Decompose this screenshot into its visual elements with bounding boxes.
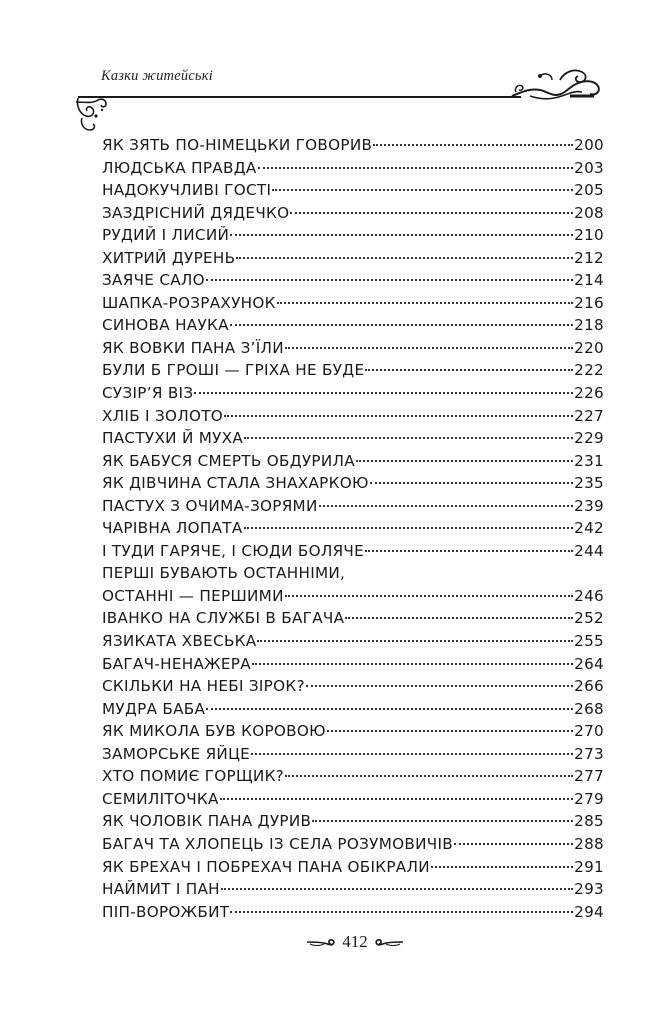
- toc-entry-page: 285: [574, 812, 604, 831]
- toc-entry[interactable]: [102, 427, 604, 450]
- toc-entry-title: ОСТАННІ — ПЕРШИМИ: [102, 586, 284, 605]
- toc-entry-title: ЯК БРЕХАЧ І ПОБРЕХАЧ ПАНА ОБІКРАЛИ: [102, 857, 430, 876]
- toc-entry-page: 218: [574, 316, 604, 335]
- toc-entry-title: РУДИЙ І ЛИСИЙ: [102, 226, 230, 245]
- toc-entry[interactable]: [102, 901, 604, 924]
- dot-leader: [365, 550, 573, 552]
- dot-leader: [370, 482, 573, 484]
- toc-entry[interactable]: [102, 202, 604, 225]
- toc-entry-page: 268: [574, 699, 604, 718]
- toc-entry[interactable]: [102, 517, 604, 540]
- toc-entry[interactable]: [102, 540, 604, 563]
- toc-entry[interactable]: [102, 788, 604, 811]
- toc-entry[interactable]: [102, 765, 604, 788]
- toc-entry[interactable]: [102, 472, 604, 495]
- toc-entry-page: 220: [574, 338, 604, 357]
- toc-entry-page: 200: [574, 136, 604, 154]
- dot-leader: [373, 144, 573, 146]
- toc-entry-page: 229: [574, 429, 604, 448]
- dot-leader: [252, 663, 573, 665]
- toc-entry[interactable]: [102, 382, 604, 405]
- toc-entry[interactable]: [102, 607, 604, 630]
- toc-entry-title: ПАСТУХИ Й МУХА: [102, 429, 244, 448]
- toc-entry[interactable]: [102, 157, 604, 180]
- toc-entry-title: БУЛИ Б ГРОШІ — ГРІХА НЕ БУДЕ: [102, 361, 365, 380]
- dot-leader: [221, 888, 573, 890]
- toc-entry[interactable]: [102, 269, 604, 292]
- toc-entry-title: СКІЛЬКИ НА НЕБІ ЗІРОК?: [102, 677, 305, 696]
- dot-leader: [345, 617, 573, 619]
- toc-entry-page: 239: [574, 496, 604, 515]
- toc-entry[interactable]: [102, 314, 604, 337]
- dot-leader: [272, 189, 573, 191]
- toc-entry-title: НАДОКУЧЛИВІ ГОСТІ: [102, 181, 272, 200]
- toc-entry-title: ЗАЯЧЕ САЛО: [102, 271, 205, 290]
- toc-entry-title: ХТО ПОМИЄ ГОРЩИК?: [102, 767, 285, 786]
- toc-entry-page: 270: [574, 722, 604, 741]
- toc-entry-page: 293: [574, 880, 604, 899]
- toc-entry[interactable]: [102, 833, 604, 856]
- toc-entry-title: ПІП-ВОРОЖБИТ: [102, 902, 230, 921]
- toc-entry[interactable]: [102, 675, 604, 698]
- toc-entry-title: СЕМИЛІТОЧКА: [102, 789, 219, 808]
- toc-entry-title: І ТУДИ ГАРЯЧЕ, І СЮДИ БОЛЯЧЕ: [102, 541, 365, 560]
- toc-entry-title: ХИТРИЙ ДУРЕНЬ: [102, 248, 236, 267]
- toc-entry-page: 226: [574, 384, 604, 403]
- dot-leader: [230, 911, 573, 913]
- toc-entry-title: ПАСТУХ З ОЧИМА-ЗОРЯМИ: [102, 496, 318, 515]
- dot-leader: [206, 708, 573, 710]
- toc-entry[interactable]: [102, 653, 604, 676]
- dot-leader: [236, 257, 573, 259]
- header-rule: [78, 96, 521, 98]
- toc-entry-title: ХЛІБ І ЗОЛОТО: [102, 406, 224, 425]
- toc-entry[interactable]: [102, 585, 604, 608]
- toc-entry-first-line[interactable]: [102, 562, 604, 585]
- toc-entry-page: 214: [574, 271, 604, 290]
- page-number-group: [300, 929, 410, 955]
- toc-entry[interactable]: [102, 292, 604, 315]
- toc-entry[interactable]: [102, 247, 604, 270]
- toc-entry-title: ЗАМОРСЬКЕ ЯЙЦЕ: [102, 744, 251, 763]
- toc-entry[interactable]: [102, 405, 604, 428]
- dot-leader: [356, 460, 573, 462]
- dot-leader: [258, 167, 574, 169]
- toc-entry-title: ЧАРІВНА ЛОПАТА: [102, 519, 243, 538]
- dot-leader: [319, 505, 573, 507]
- dot-leader: [230, 234, 573, 236]
- dot-leader: [431, 866, 573, 868]
- dot-leader: [454, 843, 573, 845]
- toc-entry-title: БАГАЧ-НЕНАЖЕРА: [102, 654, 251, 673]
- toc-entry[interactable]: [102, 720, 604, 743]
- dot-leader: [327, 730, 573, 732]
- toc-entry[interactable]: [102, 630, 604, 653]
- toc-entry-page: 255: [574, 632, 604, 651]
- page-footer: [0, 929, 658, 955]
- toc-entry-page: 235: [574, 474, 604, 493]
- dot-leader: [257, 640, 573, 642]
- toc-entry[interactable]: [102, 856, 604, 879]
- toc-entry-page: 212: [574, 248, 604, 267]
- dot-leader: [365, 369, 573, 371]
- toc-entry-page: 231: [574, 451, 604, 470]
- toc-entry[interactable]: [102, 495, 604, 518]
- right-flourish-icon: [374, 935, 404, 949]
- toc-entry-page: 205: [574, 181, 604, 200]
- toc-entry-title: МУДРА БАБА: [102, 699, 206, 718]
- toc-entry-page: 244: [574, 541, 604, 560]
- toc-entry[interactable]: [102, 359, 604, 382]
- dot-leader: [277, 302, 573, 304]
- running-header-title: Казки житейські: [101, 68, 213, 84]
- corner-ornament-icon: [74, 96, 112, 136]
- toc-entry-title: СИНОВА НАУКА: [102, 316, 229, 335]
- toc-entry-page: 279: [574, 789, 604, 808]
- toc-entry-page: 277: [574, 767, 604, 786]
- toc-entry-title: БАГАЧ ТА ХЛОПЕЦЬ ІЗ СЕЛА РОЗУМОВИЧІВ: [102, 834, 453, 853]
- dot-leader: [206, 279, 573, 281]
- left-flourish-icon: [306, 935, 336, 949]
- toc-entry-page: 242: [574, 519, 604, 538]
- toc-entry-title: ЯЗИКАТА ХВЕСЬКА: [102, 632, 257, 651]
- toc-entry[interactable]: [102, 450, 604, 473]
- toc-entry-page: 273: [574, 744, 604, 763]
- toc-entry-page: 266: [574, 677, 604, 696]
- dot-leader: [194, 392, 573, 394]
- page-number: 412: [342, 932, 368, 951]
- toc-entry-title: НАЙМИТ І ПАН: [102, 880, 220, 899]
- toc-entry[interactable]: [102, 743, 604, 766]
- toc-entry-page: 208: [574, 203, 604, 222]
- toc-entry[interactable]: [102, 337, 604, 360]
- toc-entry-title: ІВАНКО НА СЛУЖБІ В БАГАЧА: [102, 609, 345, 628]
- toc-entry[interactable]: [102, 698, 604, 721]
- toc-entry-page: 227: [574, 406, 604, 425]
- dot-leader: [220, 798, 573, 800]
- toc-entry-page: 288: [574, 834, 604, 853]
- toc-entry-page: 291: [574, 857, 604, 876]
- dot-leader: [244, 437, 573, 439]
- toc-entry-page: 216: [574, 293, 604, 312]
- dot-leader: [224, 415, 573, 417]
- toc-entry-title: ЛЮДСЬКА ПРАВДА: [102, 158, 257, 177]
- toc-entry-page: 252: [574, 609, 604, 628]
- toc-entry-title: ПЕРШІ БУВАЮТЬ ОСТАННІМИ,: [102, 564, 346, 583]
- dot-leader: [306, 685, 573, 687]
- toc-entry-title: ЯК БАБУСЯ СМЕРТЬ ОБДУРИЛА: [102, 451, 355, 470]
- flourish-ornament-icon: [510, 62, 602, 104]
- dot-leader: [285, 347, 573, 349]
- dot-leader: [312, 820, 573, 822]
- toc-entry-page: 294: [574, 902, 604, 921]
- toc-entry[interactable]: [102, 810, 604, 833]
- toc-entry[interactable]: [102, 179, 604, 202]
- toc-entry[interactable]: [102, 224, 604, 247]
- dot-leader: [290, 212, 573, 214]
- toc-entry-title: ШАПКА-РОЗРАХУНОК: [102, 293, 276, 312]
- dot-leader: [244, 527, 574, 529]
- dot-leader: [230, 324, 573, 326]
- toc-entry-title: ЯК ВОВКИ ПАНА З’ЇЛИ: [102, 338, 284, 357]
- toc-entry-page: 246: [574, 586, 604, 605]
- toc-entry-page: 210: [574, 226, 604, 245]
- toc-entry[interactable]: [102, 134, 604, 157]
- toc-entry-title: ЯК ДІВЧИНА СТАЛА ЗНАХАРКОЮ: [102, 474, 369, 493]
- toc-entry[interactable]: [102, 878, 604, 901]
- toc-entry-title: ЯК МИКОЛА БУВ КОРОВОЮ: [102, 722, 326, 741]
- toc-entry-page: 203: [574, 158, 604, 177]
- toc-entry-page: 222: [574, 361, 604, 380]
- dot-leader: [285, 775, 573, 777]
- toc-entry-page: 264: [574, 654, 604, 673]
- toc-entry-title: ЗАЗДРІСНИЙ ДЯДЕЧКО: [102, 203, 290, 222]
- dot-leader: [251, 753, 573, 755]
- toc-entry-title: ЯК ЗЯТЬ ПО-НІМЕЦЬКИ ГОВОРИВ: [102, 136, 373, 154]
- toc-entry-title: СУЗІР’Я ВІЗ: [102, 384, 194, 403]
- table-of-contents: [102, 134, 604, 923]
- toc-entry-title: ЯК ЧОЛОВІК ПАНА ДУРИВ: [102, 812, 312, 831]
- dot-leader: [285, 595, 573, 597]
